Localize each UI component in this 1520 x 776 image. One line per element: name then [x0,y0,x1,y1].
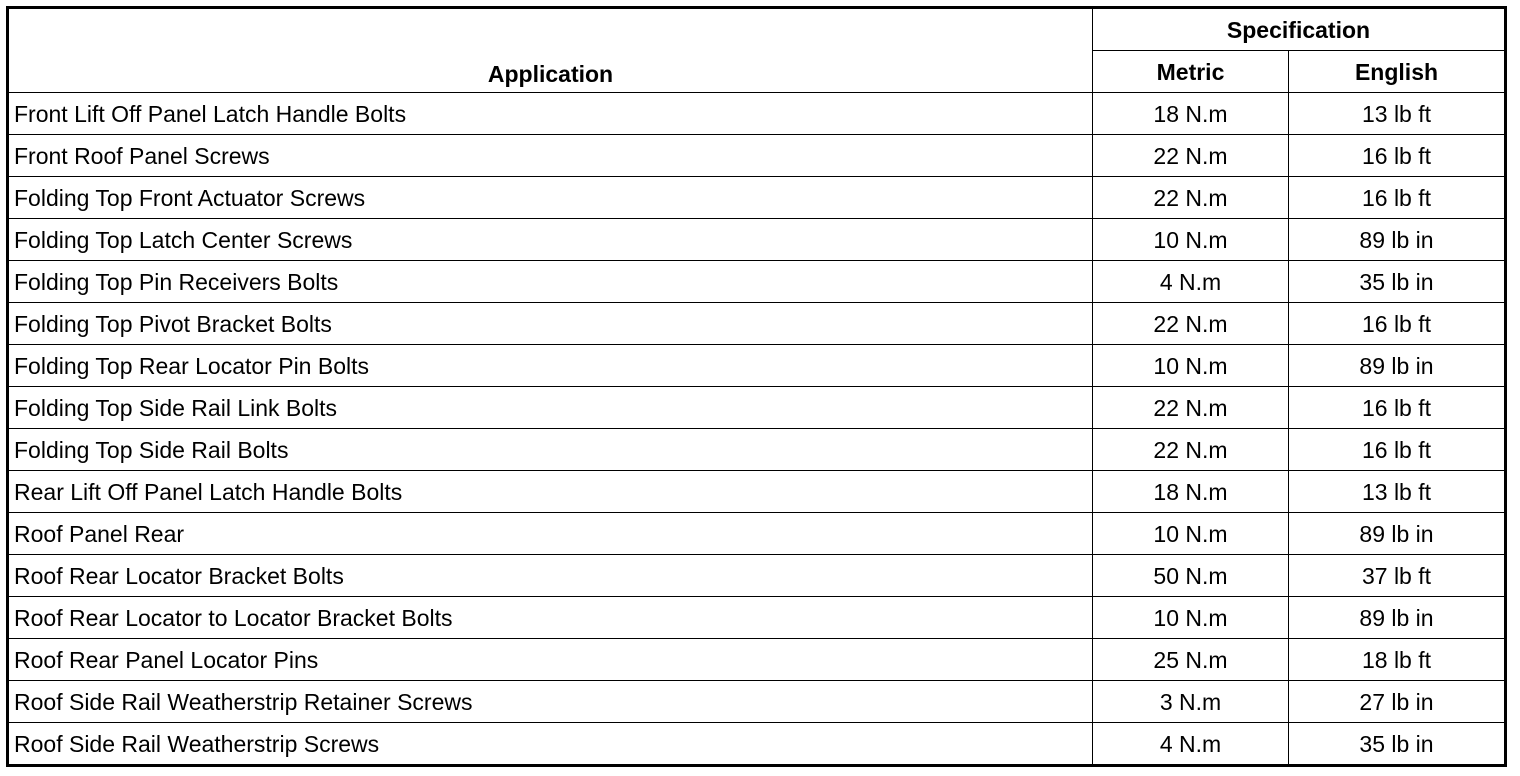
english-cell: 16 lb ft [1289,135,1506,177]
metric-cell: 22 N.m [1093,387,1289,429]
table-row [8,429,1506,471]
metric-cell: 18 N.m [1093,93,1289,135]
metric-cell: 22 N.m [1093,303,1289,345]
table-row [8,93,1506,135]
application-cell: Roof Rear Panel Locator Pins [8,639,1093,681]
table-row [8,387,1506,429]
metric-cell: 10 N.m [1093,219,1289,261]
application-cell: Roof Side Rail Weatherstrip Retainer Screws [8,681,1093,723]
application-cell: Folding Top Pin Receivers Bolts [8,261,1093,303]
metric-cell: 4 N.m [1093,723,1289,766]
application-cell: Folding Top Front Actuator Screws [8,177,1093,219]
english-cell: 13 lb ft [1289,471,1506,513]
english-cell: 16 lb ft [1289,429,1506,471]
table-row [8,513,1506,555]
application-cell: Roof Rear Locator Bracket Bolts [8,555,1093,597]
english-cell: 37 lb ft [1289,555,1506,597]
table-row [8,219,1506,261]
table-row [8,471,1506,513]
table-row [8,597,1506,639]
application-cell: Folding Top Rear Locator Pin Bolts [8,345,1093,387]
torque-specification-table [6,6,1507,767]
english-cell: 89 lb in [1289,345,1506,387]
english-cell: 18 lb ft [1289,639,1506,681]
metric-column-header: Metric [1093,51,1289,93]
metric-cell: 18 N.m [1093,471,1289,513]
application-cell: Front Roof Panel Screws [8,135,1093,177]
application-cell: Rear Lift Off Panel Latch Handle Bolts [8,471,1093,513]
metric-cell: 4 N.m [1093,261,1289,303]
metric-cell: 25 N.m [1093,639,1289,681]
table-row [8,303,1506,345]
table-row [8,261,1506,303]
application-cell: Front Lift Off Panel Latch Handle Bolts [8,93,1093,135]
english-cell: 89 lb in [1289,219,1506,261]
english-cell: 35 lb in [1289,261,1506,303]
english-cell: 27 lb in [1289,681,1506,723]
table-row [8,177,1506,219]
application-cell: Folding Top Latch Center Screws [8,219,1093,261]
specification-group-header: Specification [1093,8,1506,51]
application-cell: Roof Panel Rear [8,513,1093,555]
english-cell: 89 lb in [1289,513,1506,555]
english-cell: 89 lb in [1289,597,1506,639]
english-cell: 16 lb ft [1289,177,1506,219]
english-column-header: English [1289,51,1506,93]
metric-cell: 22 N.m [1093,429,1289,471]
application-cell: Folding Top Side Rail Bolts [8,429,1093,471]
table-row [8,723,1506,766]
application-cell: Folding Top Pivot Bracket Bolts [8,303,1093,345]
metric-cell: 50 N.m [1093,555,1289,597]
table-header [8,8,1506,93]
metric-cell: 3 N.m [1093,681,1289,723]
application-cell: Roof Rear Locator to Locator Bracket Bolts [8,597,1093,639]
english-cell: 13 lb ft [1289,93,1506,135]
application-column-header: Application [8,8,1093,93]
application-cell: Folding Top Side Rail Link Bolts [8,387,1093,429]
table-row [8,555,1506,597]
metric-cell: 22 N.m [1093,135,1289,177]
table-row [8,345,1506,387]
english-cell: 16 lb ft [1289,387,1506,429]
header-row-top [8,8,1506,51]
application-cell: Roof Side Rail Weatherstrip Screws [8,723,1093,766]
english-cell: 16 lb ft [1289,303,1506,345]
table-row [8,639,1506,681]
metric-cell: 10 N.m [1093,513,1289,555]
metric-cell: 10 N.m [1093,345,1289,387]
metric-cell: 22 N.m [1093,177,1289,219]
table-row [8,135,1506,177]
table-row [8,681,1506,723]
table-body [8,93,1506,766]
english-cell: 35 lb in [1289,723,1506,766]
metric-cell: 10 N.m [1093,597,1289,639]
